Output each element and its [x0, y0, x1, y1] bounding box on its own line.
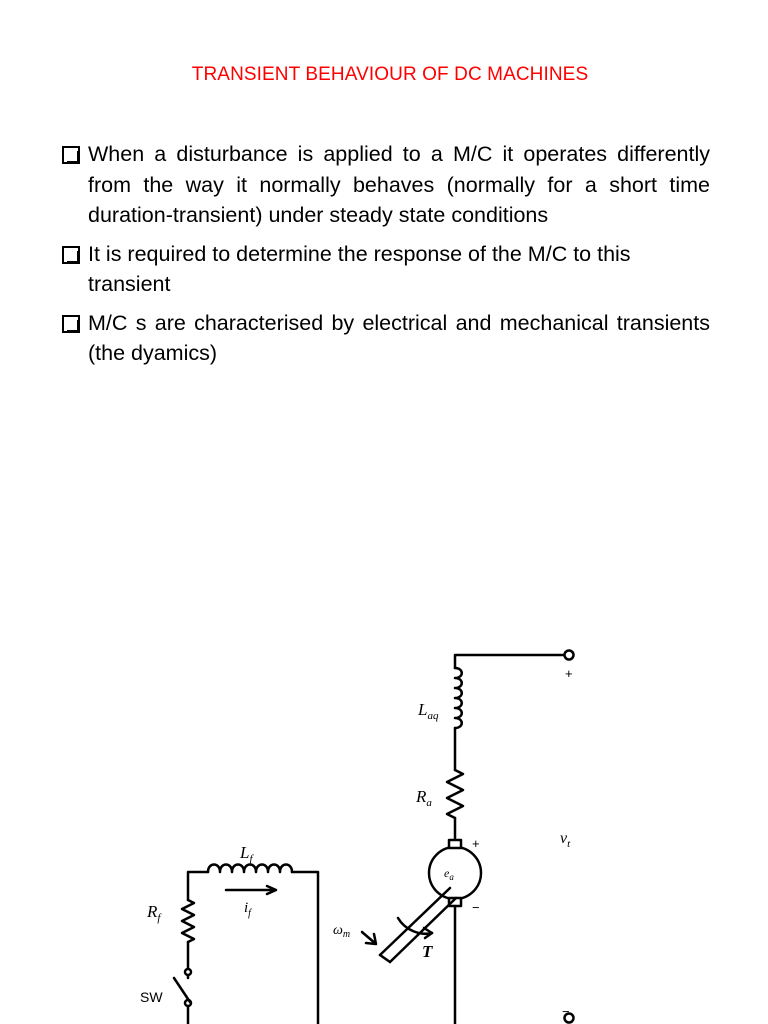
checkbox-bullet-icon — [62, 146, 80, 164]
bullet-item — [60, 139, 710, 231]
bullet-list — [60, 139, 710, 377]
armature-resistor — [447, 770, 463, 818]
armature-minus-label: − — [472, 900, 480, 915]
bullet-text: When a disturbance is applied to a M/C it operates differently from the way it normally behaves (normally for a short time duration-transient) under steady state conditions — [88, 142, 710, 227]
bullet-item — [60, 308, 710, 369]
speed-arrow — [362, 932, 376, 944]
field-current-arrow — [226, 886, 276, 894]
laq-label: $L_{aq}$ — [418, 700, 439, 722]
armature-plus-label: + — [472, 836, 480, 851]
if-label: $i_f$ — [244, 900, 251, 919]
slide-title: TRANSIENT BEHAVIOUR OF DC MACHINES — [191, 64, 589, 85]
checkbox-bullet-icon — [62, 315, 80, 333]
switch-label: SW — [140, 989, 163, 1005]
field-inductor — [208, 865, 292, 873]
bullet-text: It is required to determine the response of the M/C to this transient — [88, 241, 631, 296]
ra-label: $R_a$ — [416, 787, 432, 809]
shaft — [380, 888, 456, 962]
torque-label: T — [422, 942, 433, 961]
ea-label: $e_a$ — [444, 866, 454, 882]
minus-terminal-label: − — [562, 1004, 570, 1019]
armature-inductor — [455, 668, 462, 728]
wm-label: $\omega_m$ — [333, 923, 351, 940]
checkbox-bullet-icon — [62, 246, 80, 264]
top-wire — [455, 655, 565, 668]
bullet-text: M/C s are characterised by electrical and mechanical transients (the dyamics) — [88, 310, 710, 365]
field-resistor — [182, 900, 194, 942]
bullet-item — [60, 239, 710, 300]
plus-terminal-label: + — [565, 666, 573, 681]
rf-label: $R_f$ — [147, 902, 161, 924]
armature-generator — [429, 847, 481, 899]
lf-label: $L_f$ — [240, 843, 253, 865]
vt-label: $v_t$ — [560, 830, 571, 850]
dc-machine-circuit-diagram — [0, 600, 768, 1024]
